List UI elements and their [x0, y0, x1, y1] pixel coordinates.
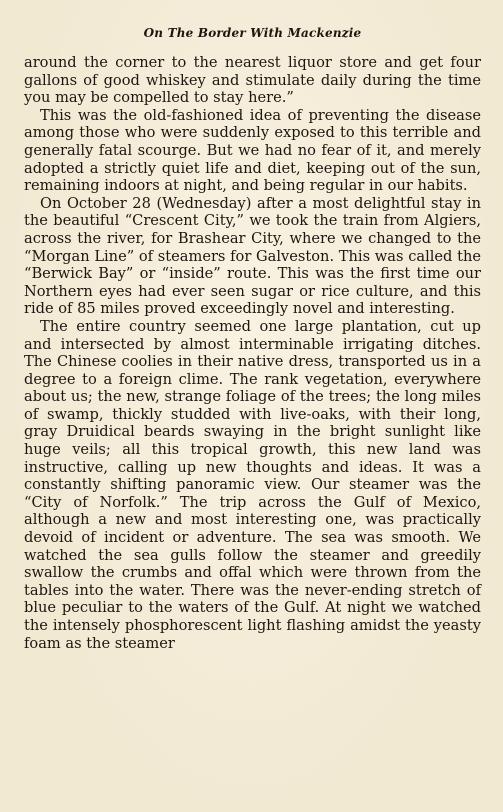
paragraph-plantation-country: The entire country seemed one large plantation, cut up and intersected by almost interminable irrigating ditches. The Chinese coolies in their native dress, transported us in a degree to a foreign clime. The rank vegetation, everywhere about us; the new, strange foliage of the trees; the long miles of swamp, thickly studded with live-oaks, with their long, gray Druidical beards swaying in the bright sunlight like huge veils; all this tropical growth, this new land was instructive, calling up new thoughts and ideas. It was a constantly shifting panoramic view. Our steamer was the “City of Norfolk.” The trip across the Gulf of Mexico, although a new and most interesting one, was practically devoid of incident or adventure. The sea was smooth. We watched the sea gulls follow the steamer and greedily swallow the crumbs and offal which were thrown from the tables into the water. There was the never-ending stretch of blue peculiar to the waters of the Gulf. At night we watched the intensely phosphorescent light flashing amidst the yeasty foam as the steamer [24, 317, 481, 652]
paragraph-disease-prevention: This was the old-fashioned idea of preventing the disease among those who were suddenly exposed to this terrible and generally fatal scourge. But we had no fear of it, and merely adopted a strictly quiet life and diet, keeping out of the sun, remaining indoors at night, and being regular in our habits. [24, 106, 481, 195]
paragraph-journey-to-galveston: On October 28 (Wednesday) after a most delightful stay in the beautiful “Crescent City,” we took the train from Algiers, across the river, for Brashear City, where we changed to the “Morgan Line” of steamers for Galveston. This was called the “Berwick Bay” or “inside” route. This was the first time our Northern eyes had ever seen sugar or rice culture, and this ride of 85 miles proved exceedingly novel and interesting. [24, 194, 481, 318]
running-header: On The Border With Mackenzie [143, 26, 362, 40]
body-text [24, 54, 481, 652]
paragraph-continued: around the corner to the nearest liquor store and get four gallons of good whiskey and stimulate daily during the time you may be compelled to stay here.” [24, 54, 481, 107]
